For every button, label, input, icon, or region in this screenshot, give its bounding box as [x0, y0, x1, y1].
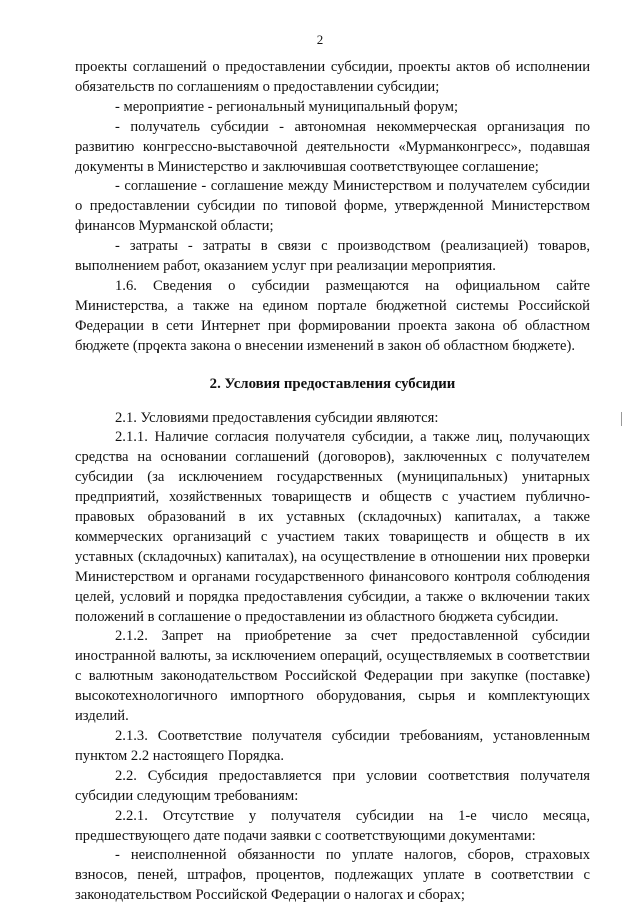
- paragraph: 2.1.2. Запрет на приобретение за счет предоставленной субсидии иностранной валюты, за исключением операций, осуществляемых в соответствии с валютным законодательством Российской Федерации при закупке (поставке) высокотехнологичного импортного оборудования, сырья и комплектующих изделий.: [75, 627, 590, 727]
- paragraph: - неисполненной обязанности по уплате налогов, сборов, страховых взносов, пеней, штрафов, процентов, подлежащих уплате в соответствии с законодательством Российской Федерации о налогах и сборах;: [75, 846, 590, 906]
- paragraph: 2.2.1. Отсутствие у получателя субсидии на 1-е число месяца, предшествующего дате подачи заявки с соответствующими документами:: [75, 807, 590, 847]
- paragraph: 2.2. Субсидия предоставляется при условии соответствия получателя субсидии следующим требованиям:: [75, 767, 590, 807]
- margin-mark: [621, 412, 622, 426]
- paragraphs-after-section: [75, 409, 590, 906]
- section-heading: 2. Условия предоставления субсидии: [75, 375, 590, 395]
- paragraph: 2.1. Условиями предоставления субсидии являются:: [75, 409, 590, 429]
- paragraph: 2.1.3. Соответствие получателя субсидии требованиям, установленным пунктом 2.2 настоящего Порядка.: [75, 727, 590, 767]
- page-number: 2: [0, 32, 640, 48]
- document-body: [75, 58, 590, 906]
- paragraphs-before-section: [75, 58, 590, 357]
- paragraph: 1.6. Сведения о субсидии размещаются на официальном сайте Министерства, а также на едином портале бюджетной системы Российской Федерации в сети Интернет при формировании проекта закона об областном бюджете (проекта закона о внесении изменений в закон об областном бюджете).: [75, 277, 590, 357]
- paragraph: - затраты - затраты в связи с производством (реализацией) товаров, выполнением работ, оказанием услуг при реализации мероприятия.: [75, 237, 590, 277]
- paragraph: 2.1.1. Наличие согласия получателя субсидии, а также лиц, получающих средства на основании соглашений (договоров), заключенных с получателем субсидии (за исключением государственных (муниципальных) унитарных предприятий, хозяйственных товариществ и обществ с участием публично-правовых образований в их уставных (складочных) капиталах, а также коммерческих организаций с участием таких товариществ и обществ в их уставных (складочных) капиталах), на осуществление в отношении них проверки Министерством и органами государственного финансового контроля соблюдения целей, условий и порядка предоставления субсидии, а также о включении таких положений в соглашение о предоставлении из областного бюджета субсидии.: [75, 428, 590, 627]
- paragraph: - получатель субсидии - автономная некоммерческая организация по развитию конгрессно-выставочной деятельности «Мурманконгресс», подавшая документы в Министерство и заключившая соответствующее соглашение;: [75, 118, 590, 178]
- paragraph: проекты соглашений о предоставлении субсидии, проекты актов об исполнении обязательств по соглашениям о предоставлении субсидии;: [75, 58, 590, 98]
- paragraph: - соглашение - соглашение между Министерством и получателем субсидии о предоставлении субсидии по типовой форме, утвержденной Министерством финансов Мурманской области;: [75, 177, 590, 237]
- paragraph: - мероприятие - региональный муниципальный форум;: [75, 98, 590, 118]
